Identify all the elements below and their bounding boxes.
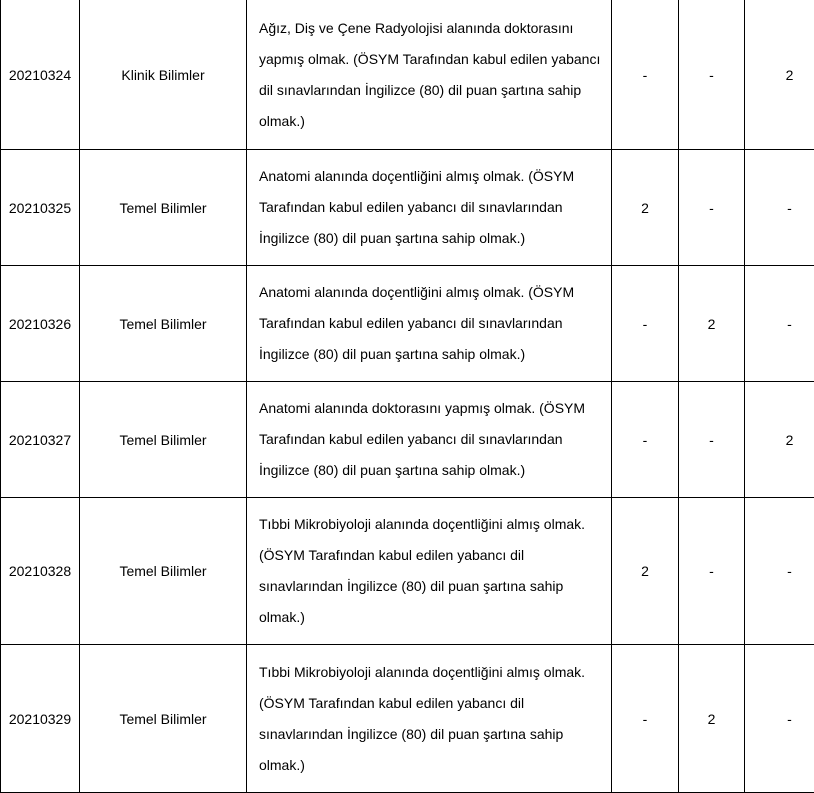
condition-text: Anatomi alanında doçentliğini almış olmak. (ÖSYM Tarafından kabul edilen yabancı dil sınavlarından İngilizce (80) dil puan şartına sahip olmak.) [247,150,612,266]
field-name: Klinik Bilimler [80,0,247,150]
quota-cell: - [745,266,814,382]
quota-cell: 2 [679,645,745,793]
field-name: Temel Bilimler [80,498,247,645]
quota-cell: - [612,645,679,793]
condition-text: Anatomi alanında doçentliğini almış olmak. (ÖSYM Tarafından kabul edilen yabancı dil sınavlarından İngilizce (80) dil puan şartına sahip olmak.) [247,266,612,382]
quota-cell: 2 [745,0,814,150]
position-code: 20210326 [1,266,80,382]
table-row [1,150,814,266]
position-code: 20210328 [1,498,80,645]
table-row [1,0,814,150]
table-row [1,645,814,793]
table-row [1,382,814,498]
position-code: 20210329 [1,645,80,793]
condition-text: Anatomi alanında doktorasını yapmış olmak. (ÖSYM Tarafından kabul edilen yabancı dil sınavlarından İngilizce (80) dil puan şartına sahip olmak.) [247,382,612,498]
quota-cell: - [612,0,679,150]
quota-cell: 2 [612,150,679,266]
position-code: 20210327 [1,382,80,498]
quota-cell: - [745,645,814,793]
quota-cell: - [745,498,814,645]
condition-text: Ağız, Diş ve Çene Radyolojisi alanında doktorasını yapmış olmak. (ÖSYM Tarafından kabul edilen yabancı dil sınavlarından İngilizce (80) dil puan şartına sahip olmak.) [247,0,612,150]
table-row [1,266,814,382]
quota-cell: - [679,498,745,645]
table-row [1,498,814,645]
field-name: Temel Bilimler [80,266,247,382]
field-name: Temel Bilimler [80,645,247,793]
condition-text: Tıbbi Mikrobiyoloji alanında doçentliğini almış olmak. (ÖSYM Tarafından kabul edilen yabancı dil sınavlarından İngilizce (80) dil puan şartına sahip olmak.) [247,645,612,793]
quota-cell: 2 [679,266,745,382]
quota-cell: 2 [612,498,679,645]
position-code: 20210325 [1,150,80,266]
field-name: Temel Bilimler [80,382,247,498]
quota-cell: - [612,266,679,382]
quota-cell: - [679,0,745,150]
quota-cell: - [745,150,814,266]
quota-cell: 2 [745,382,814,498]
quota-cell: - [679,382,745,498]
position-code: 20210324 [1,0,80,150]
condition-text: Tıbbi Mikrobiyoloji alanında doçentliğini almış olmak. (ÖSYM Tarafından kabul edilen yabancı dil sınavlarından İngilizce (80) dil puan şartına sahip olmak.) [247,498,612,645]
field-name: Temel Bilimler [80,150,247,266]
quota-cell: - [679,150,745,266]
quota-cell: - [612,382,679,498]
